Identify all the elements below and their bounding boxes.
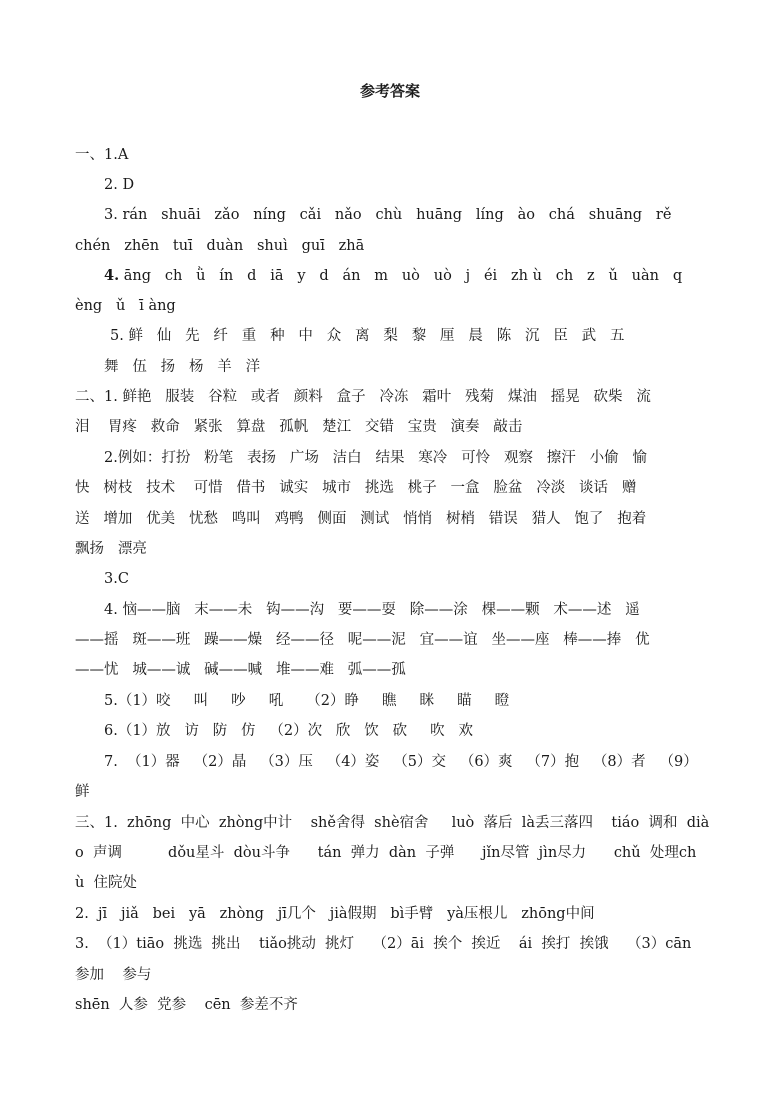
answer-line: 参加 参与 bbox=[75, 967, 152, 983]
answer-line: 3. （1）tiāo 挑选 挑出 tiǎo挑动 挑灯 （2）āi 挨个 挨近 ái 挨打 挨饿 （3）cān bbox=[75, 936, 692, 952]
answer-line: 鲜 bbox=[75, 784, 90, 800]
answer-line: 6.（1）放 访 防 仿 （2）次 欣 饮 砍 吹 欢 bbox=[104, 723, 473, 739]
answer-line: 送 增加 优美 忧愁 鸣叫 鸡鸭 侧面 测试 悄悄 树梢 错误 猎人 饱了 抱着 bbox=[75, 511, 647, 527]
answer-line: 3. rán shuāi zǎo níng cǎi nǎo chù huāng líng ào chá shuāng rě bbox=[104, 207, 672, 223]
answer-line: 泪 胃疼 救命 紧张 算盘 孤帆 楚江 交错 宝贵 演奏 敲击 bbox=[75, 419, 523, 435]
item-number: 4. bbox=[104, 267, 120, 284]
answer-line: chén zhēn tuī duàn shuì guī zhā bbox=[75, 238, 365, 254]
answer-line: 2. jī jiǎ bei yā zhòng jī几个 jià假期 bì手臂 yà压根儿 zhōng中间 bbox=[75, 906, 595, 922]
answer-line: 5. 鲜 仙 先 纤 重 种 中 众 离 梨 黎 厘 晨 陈 沉 臣 武 五 bbox=[110, 328, 625, 344]
answer-line: 三、1. zhōng 中心 zhòng中计 shě舍得 shè宿舍 luò 落后 là丢三落四 tiáo 调和 dià bbox=[75, 815, 710, 831]
answer-line: shēn 人参 党参 cēn 参差不齐 bbox=[75, 997, 298, 1013]
answer-line: 快 树枝 技术 可惜 借书 诚实 城市 挑选 桃子 一盒 脸盆 冷淡 谈话 赠 bbox=[75, 480, 637, 496]
answer-line: 4. 恼——脑 末——未 钩——沟 要——耍 除——涂 棵——颗 术——述 遥 bbox=[104, 602, 640, 618]
answer-line: 一、1.A bbox=[75, 147, 129, 163]
answer-line: 2.例如：打扮 粉笔 表扬 广场 洁白 结果 寒冷 可怜 观察 擦汗 小偷 愉 bbox=[104, 450, 647, 466]
answer-line: 二、1. 鲜艳 服装 谷粒 或者 颜料 盒子 冷冻 霜叶 残菊 煤油 摇晃 砍柴 流 bbox=[75, 389, 651, 405]
answer-line: 舞 伍 扬 杨 羊 洋 bbox=[104, 359, 261, 375]
answer-line: 5.（1）咬 叫 吵 吼 （2）睁 瞧 眯 瞄 瞪 bbox=[104, 693, 510, 709]
answer-line: èng ǔ ī àng bbox=[75, 298, 176, 314]
page-title: 参考答案 bbox=[359, 82, 420, 100]
answer-line: 7. （1）器 （2）晶 （3）压 （4）姿 （5）交 （6）爽 （7）抱 （8）者 （9） bbox=[104, 754, 698, 770]
answer-line: o 声调 dǒu星斗 dòu斗争 tán 弹力 dàn 子弹 jǐn尽管 jìn尽力 chǔ 处理ch bbox=[75, 845, 697, 861]
answer-line: 3.C bbox=[104, 571, 129, 587]
answer-line: 2. D bbox=[104, 177, 135, 193]
answer-text: āng ch ǜ ín d iā y d án m uò uò j éi zh ù ch z ǔ uàn q bbox=[119, 268, 683, 284]
answer-line: ù 住院处 bbox=[75, 875, 138, 891]
answer-line: ——忧 城——诚 碱——喊 堆——难 弧——孤 bbox=[75, 662, 406, 678]
answer-line: 飘扬 漂亮 bbox=[75, 541, 147, 557]
answer-line: ——摇 斑——班 躁——燥 经——径 呢——泥 宜——谊 坐——座 棒——捧 优 bbox=[75, 632, 650, 648]
answer-line bbox=[104, 266, 682, 286]
